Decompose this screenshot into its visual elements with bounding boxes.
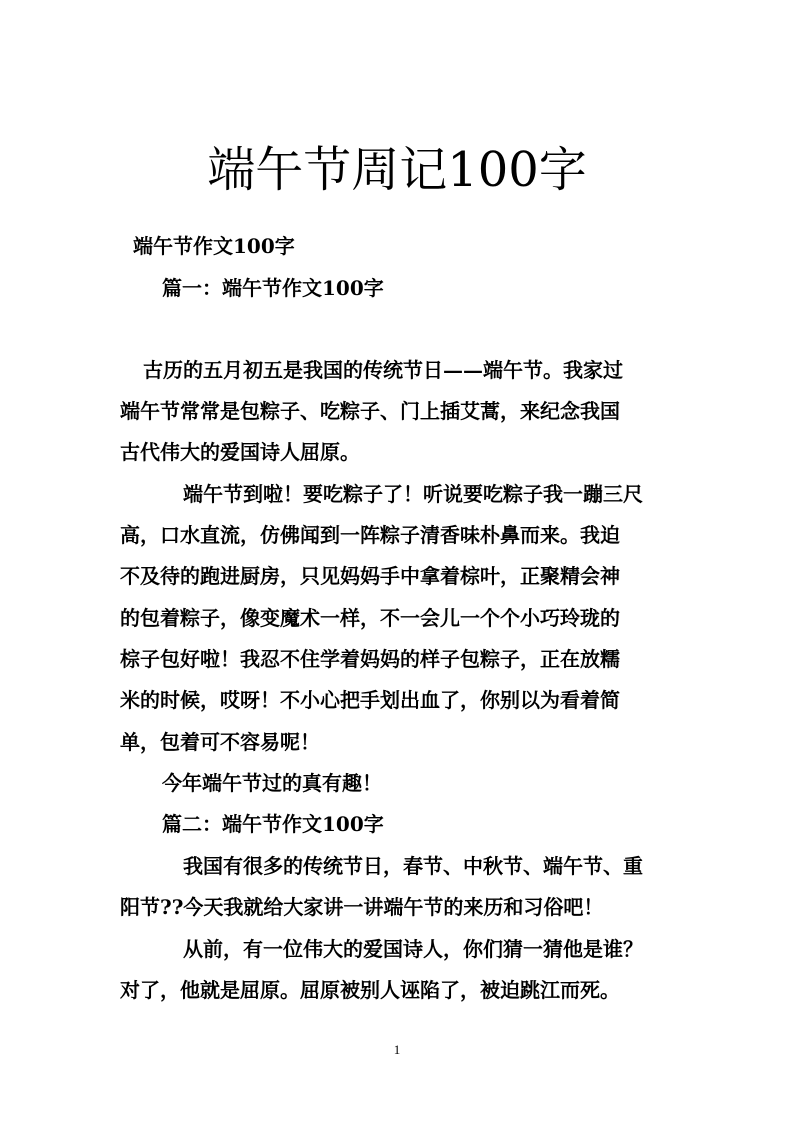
paragraph-line: 不及待的跑进厨房，只见妈妈手中拿着棕叶，正聚精会神: [120, 564, 620, 588]
paragraph-line: 从前，有一位伟大的爱国诗人，你们猜一猜他是谁？: [183, 937, 643, 961]
page-number: 1: [393, 1042, 401, 1057]
document-title: 端午节周记100字: [207, 142, 587, 198]
section2-heading: 篇二：端午节作文100字: [162, 812, 384, 836]
paragraph-line: 端午节常常是包粽子、吃粽子、门上插艾蒿，来纪念我国: [120, 399, 620, 423]
section1-heading: 篇一：端午节作文100字: [162, 276, 384, 300]
paragraph-line: 今年端午节过的真有趣！: [162, 771, 382, 795]
paragraph-line: 对了，他就是屈原。屈原被别人诬陷了，被迫跳江而死。: [120, 978, 620, 1002]
paragraph-line: 棕子包好啦！我忍不住学着妈妈的样子包粽子，正在放糯: [120, 647, 620, 671]
paragraph-line: 单，包着可不容易呢！: [120, 730, 320, 754]
paragraph-line: 端午节到啦！要吃粽子了！听说要吃粽子我一蹦三尺: [183, 482, 643, 506]
paragraph-line: 古历的五月初五是我国的传统节日——端午节。我家过: [143, 358, 623, 382]
paragraph-line: 古代伟大的爱国诗人屈原。: [120, 440, 360, 464]
subtitle: 端午节作文100字: [133, 234, 295, 258]
paragraph-line: 的包着粽子，像变魔术一样，不一会儿一个个小巧玲珑的: [120, 606, 620, 630]
paragraph-line: 我国有很多的传统节日，春节、中秋节、端午节、重: [183, 854, 643, 878]
paragraph-line: 高，口水直流，仿佛闻到一阵粽子清香味朴鼻而来。我迫: [120, 523, 620, 547]
paragraph-line: 阳节??今天我就给大家讲一讲端午节的来历和习俗吧！: [120, 895, 604, 919]
paragraph-line: 米的时候，哎呀！不小心把手划出血了，你别以为看着简: [120, 688, 620, 712]
